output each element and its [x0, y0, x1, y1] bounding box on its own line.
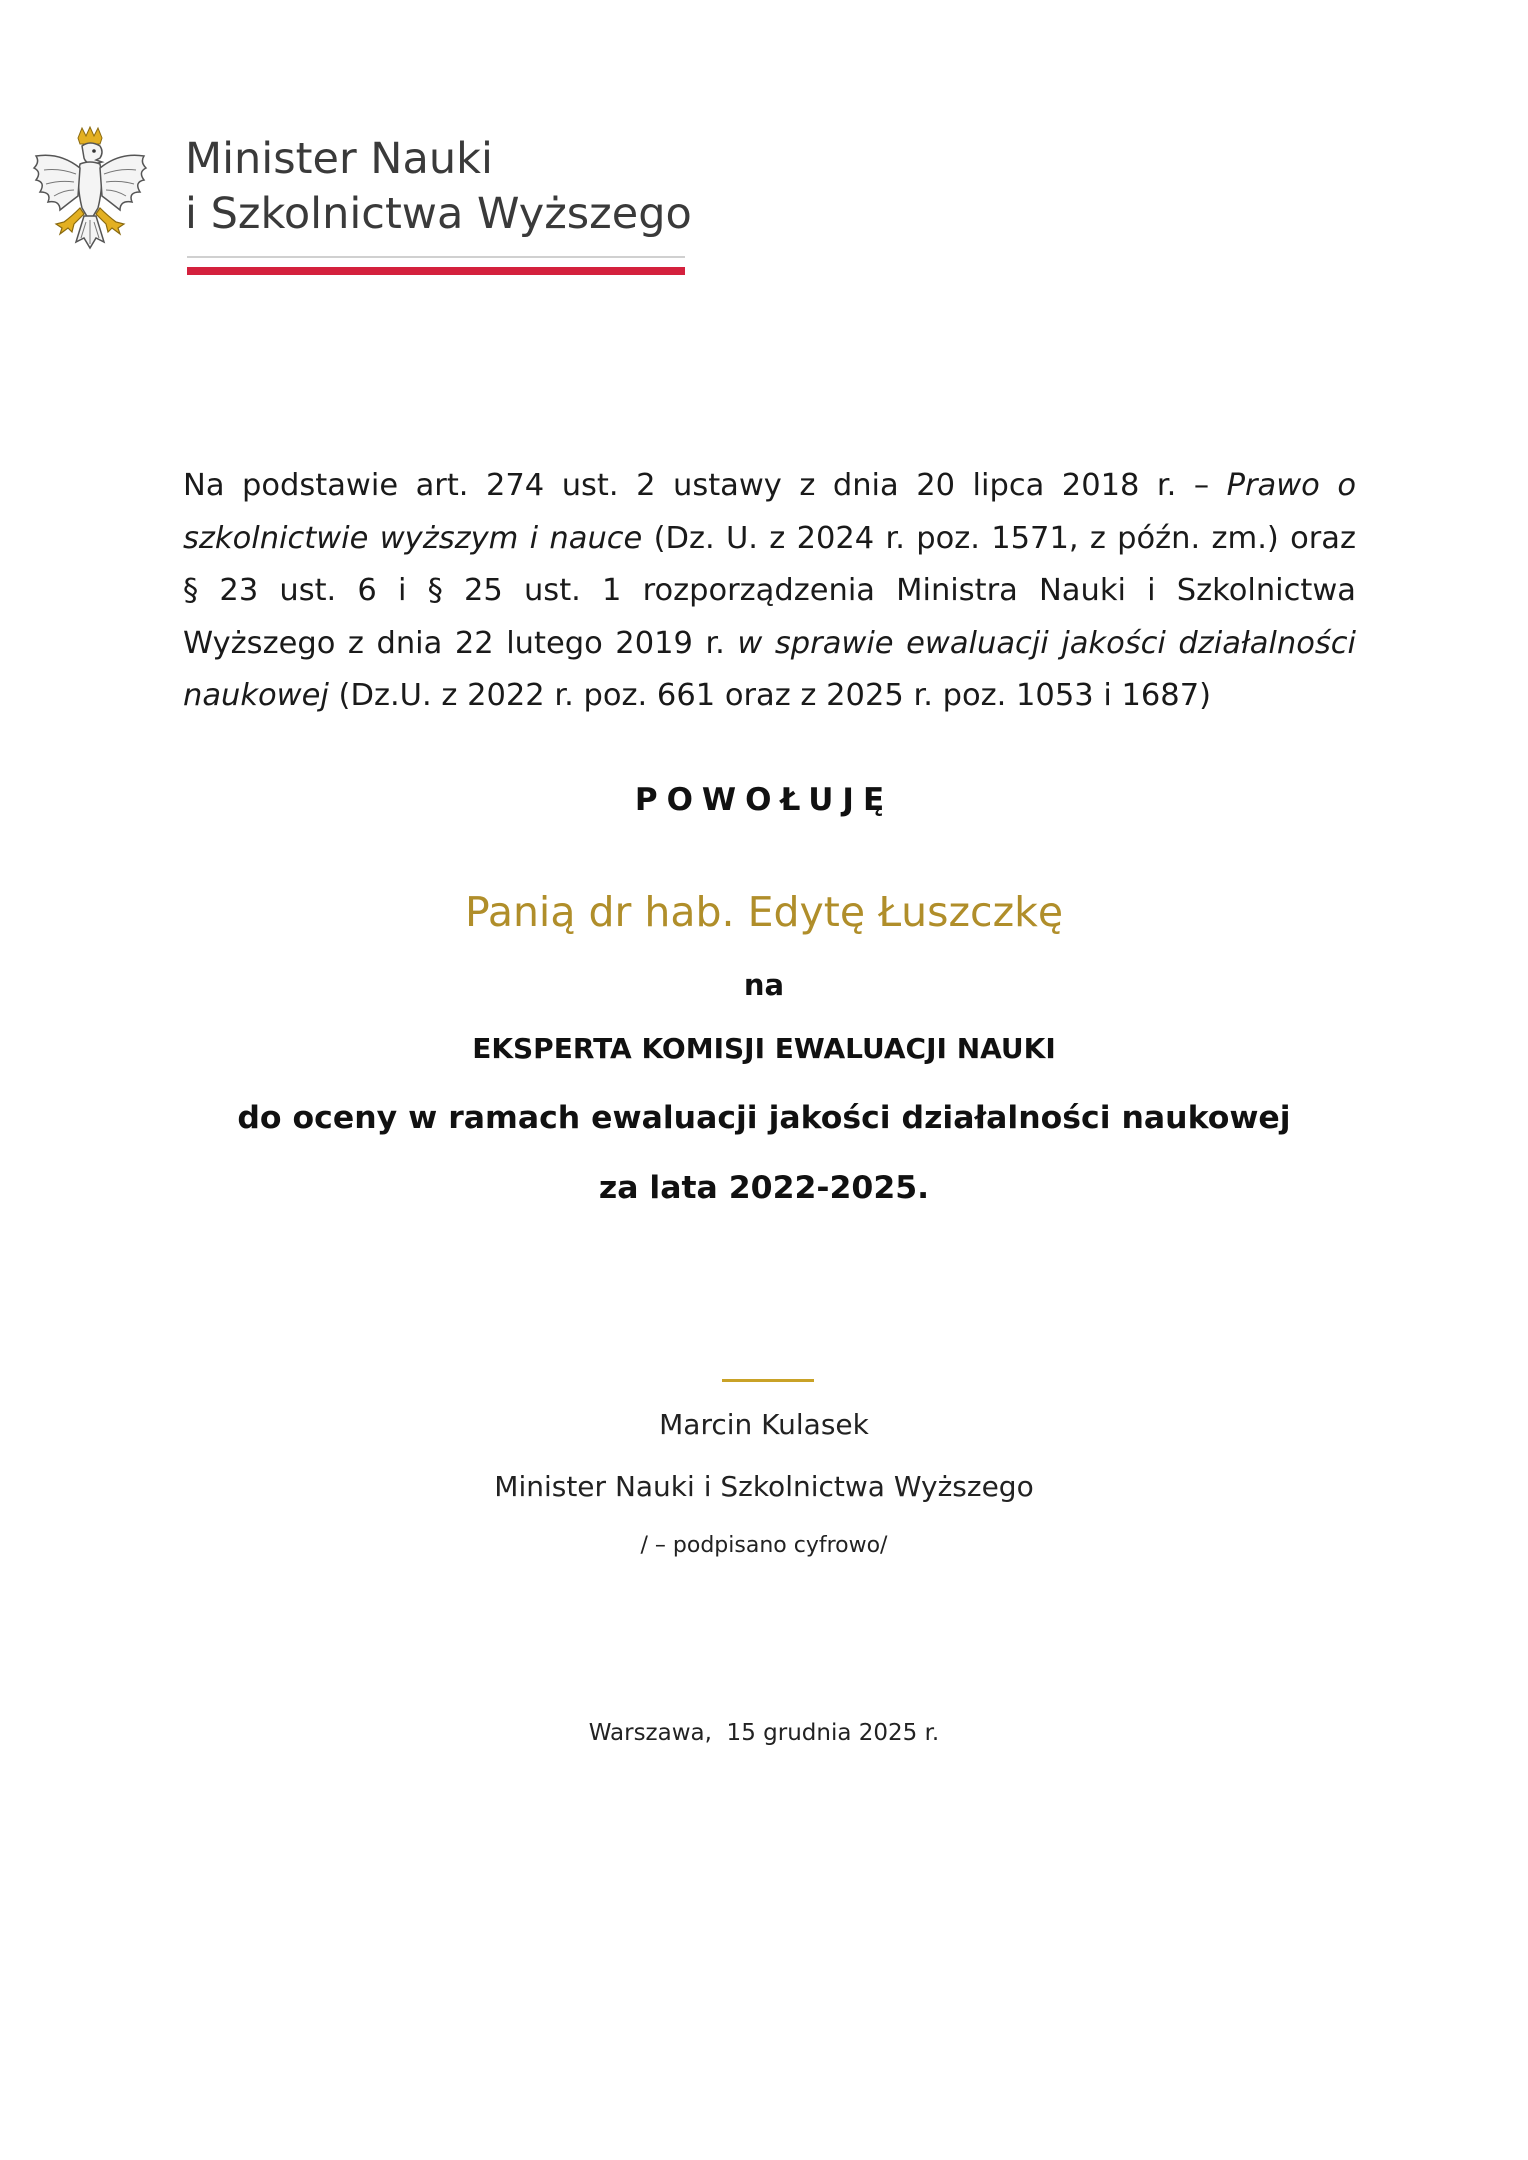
signer-title: Minister Nauki i Szkolnictwa Wyższego — [494, 1470, 1034, 1503]
header-divider-red — [187, 267, 685, 275]
legal-basis-text-1: Na podstawie art. 274 ust. 2 ustawy z dnia 20 lipca 2018 r. – — [183, 468, 1227, 503]
digital-signature-note: / – podpisano cyfrowo/ — [640, 1533, 888, 1558]
legal-basis-text-2: (Dz. U. z 2024 r. poz. 1571, z późn. zm.) oraz § 23 ust. 6 i § 25 ust. 1 rozporządzenia Ministra Nauki i Szkolnictwa Wyższego z dnia 22 lutego 2019 r. — [183, 520, 1356, 661]
act-title: Prawo o szkolnictwie wyższym i nauce — [183, 468, 1356, 556]
signature-divider — [722, 1379, 814, 1382]
appointment-role: EKSPERTA KOMISJI EWALUACJI NAUKI — [472, 1032, 1056, 1065]
ministry-name-line2: i Szkolnictwa Wyższego — [185, 189, 692, 239]
polish-eagle-emblem-icon — [30, 122, 150, 272]
signer-name: Marcin Kulasek — [659, 1408, 869, 1441]
ministry-name — [185, 132, 692, 242]
header-divider-grey — [187, 256, 685, 258]
appointment-connector: na — [743, 968, 785, 1002]
legal-basis-text-3: (Dz.U. z 2022 r. poz. 661 oraz z 2025 r. poz. 1053 i 1687) — [328, 678, 1212, 713]
place-and-date: Warszawa, 15 grudnia 2025 r. — [588, 1720, 940, 1746]
appointee-name: Panią dr hab. Edytę Łuszczkę — [464, 888, 1064, 936]
appointment-scope-line2: za lata 2022-2025. — [598, 1170, 930, 1206]
ministry-header — [30, 110, 690, 285]
ministry-name-line1: Minister Nauki — [185, 134, 493, 184]
regulation-title: w sprawie ewaluacji jakości działalności naukowej — [183, 625, 1356, 713]
appointment-heading: POWOŁUJĘ — [634, 782, 894, 818]
appointment-scope-line1: do oceny w ramach ewaluacji jakości działalności naukowej — [237, 1100, 1291, 1136]
legal-basis-paragraph — [183, 460, 1356, 723]
